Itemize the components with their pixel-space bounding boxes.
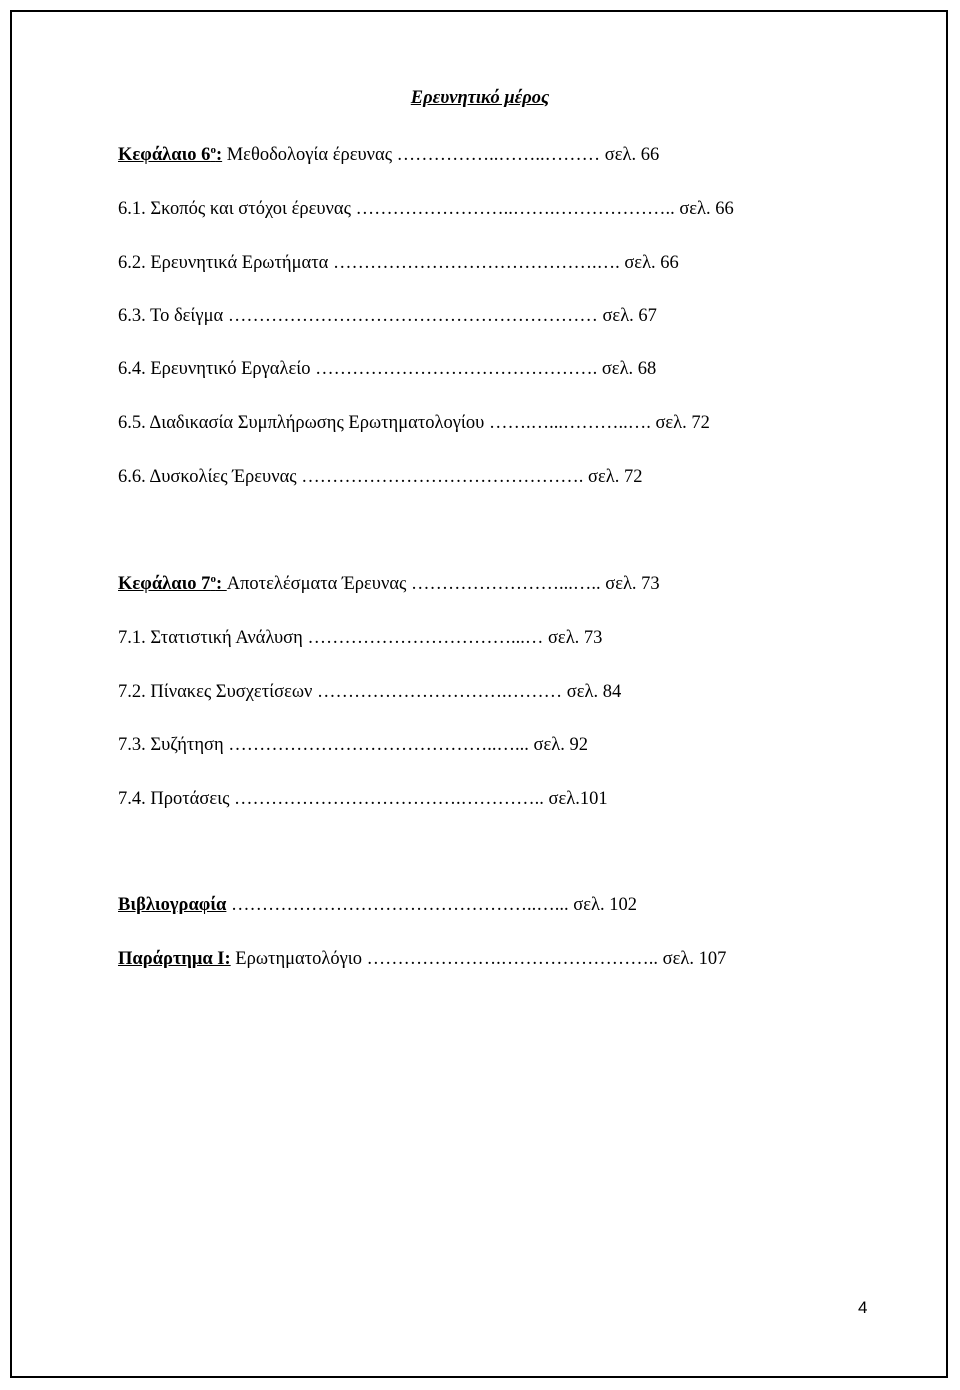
- page-ref: σελ.101: [548, 789, 608, 809]
- entry-text: 6.6. Δυσκολίες Έρευνας: [118, 467, 297, 487]
- leader-dots: …………………………………………..…...: [226, 895, 574, 915]
- entry-text: 6.3. Το δείγμα: [118, 306, 224, 326]
- page-ref: σελ. 73: [605, 574, 660, 594]
- leader-dots: ……………………………...…: [302, 628, 548, 648]
- toc-chapter-7[interactable]: [118, 573, 660, 595]
- toc-entry-6-6[interactable]: [118, 466, 642, 488]
- toc-entry-6-1[interactable]: [118, 198, 734, 220]
- toc-entry-7-3[interactable]: [118, 734, 588, 756]
- toc-entry-6-2[interactable]: [118, 252, 679, 274]
- page-ref: σελ. 73: [547, 628, 603, 648]
- page-ref: σελ. 92: [533, 735, 589, 755]
- entry-text: 6.1. Σκοπός και στόχοι έρευνας: [118, 199, 351, 219]
- page-ref: σελ. 67: [602, 306, 657, 326]
- toc-entry-6-5[interactable]: [118, 412, 710, 434]
- chapter-7-label: Κεφάλαιο $7^o$:: [118, 572, 227, 594]
- entry-text: 6.4. Ερευνητικό Εργαλείο: [118, 359, 311, 379]
- page-ref: σελ. 66: [604, 145, 660, 165]
- page-ref: σελ. 72: [587, 467, 643, 487]
- leader-dots: ……………………………………………………: [223, 306, 603, 326]
- entry-text: 7.3. Συζήτηση: [118, 735, 224, 755]
- chapter-7-title: Αποτελέσματα Έρευνας: [226, 574, 407, 594]
- entry-text: 7.2. Πίνακες Συσχετίσεων: [118, 682, 313, 702]
- leader-dots: ……………………………………….: [310, 359, 602, 379]
- toc-bibliography[interactable]: [118, 894, 637, 916]
- entry-text: 7.1. Στατιστική Ανάλυση: [118, 628, 303, 648]
- leader-dots: ………………….……………………..: [362, 949, 663, 969]
- leader-dots: ………………………….………: [312, 682, 567, 702]
- toc-appendix[interactable]: [118, 948, 726, 970]
- chapter-6-title: Μεθοδολογία έρευνας: [222, 145, 393, 165]
- toc-chapter-6[interactable]: [118, 144, 659, 166]
- chapter-6-label: Κεφάλαιο $6^o$:: [118, 143, 223, 165]
- page-ref: σελ. 68: [601, 359, 657, 379]
- section-title: Ερευνητικό μέρος: [410, 88, 550, 108]
- toc-entry-7-1[interactable]: [118, 627, 602, 649]
- leader-dots: ……………………………………..…...: [223, 735, 534, 755]
- leader-dots: ……………..……..………: [392, 145, 605, 165]
- leader-dots: ……………………………….…………..: [229, 789, 549, 809]
- leader-dots: …………………………………….….: [328, 253, 625, 273]
- toc-entry-7-2[interactable]: [118, 681, 621, 703]
- entry-text: 6.2. Ερευνητικά Ερωτήματα: [118, 253, 329, 273]
- appendix-title: Ερωτηματολόγιο: [230, 949, 363, 969]
- entry-text: 6.5. Διαδικασία Συμπλήρωσης Ερωτηματολογίου: [118, 413, 485, 433]
- page-number: 4: [858, 1298, 868, 1317]
- page-ref: σελ. 66: [679, 199, 734, 219]
- leader-dots: ……………………...…..: [406, 574, 606, 594]
- leader-dots: ……………………………………….: [296, 467, 588, 487]
- leader-dots: ……………………..…….………………..: [350, 199, 680, 219]
- page-ref: σελ. 72: [655, 413, 710, 433]
- toc-entry-7-4[interactable]: [118, 788, 608, 810]
- toc-entry-6-4[interactable]: [118, 358, 656, 380]
- page-ref: σελ. 66: [624, 253, 679, 273]
- leader-dots: …….…...………..….: [484, 413, 656, 433]
- page-ref: σελ. 84: [566, 682, 622, 702]
- bibliography-label: Βιβλιογραφία: [118, 895, 227, 915]
- entry-text: 7.4. Προτάσεις: [118, 789, 230, 809]
- page-ref: σελ. 102: [573, 895, 637, 915]
- page-ref: σελ. 107: [662, 949, 727, 969]
- toc-entry-6-3[interactable]: [118, 305, 657, 327]
- appendix-label: Παράρτημα Ι:: [118, 949, 231, 969]
